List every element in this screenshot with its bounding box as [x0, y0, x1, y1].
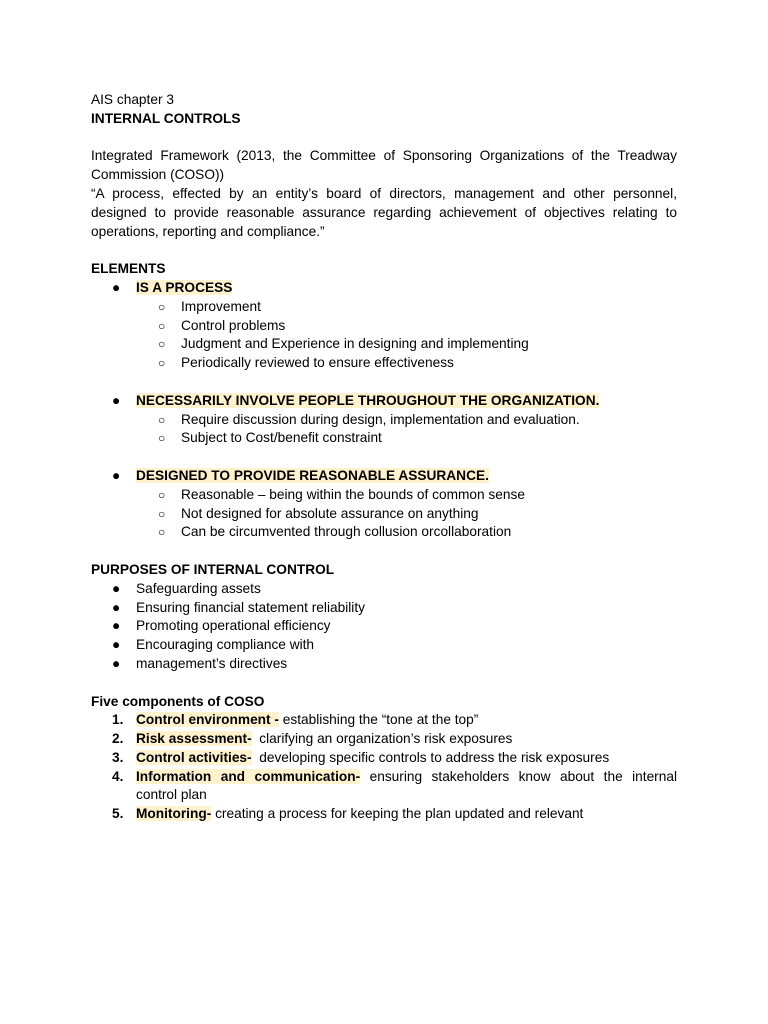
coso-heading: Five components of COSO	[91, 693, 265, 709]
coso-term: Information and communication-	[136, 768, 361, 784]
purpose-item: ● Safeguarding assets	[91, 580, 677, 599]
element-group	[91, 467, 677, 486]
framework-line: Integrated Framework (2013, the Committee of Sponsoring Organizations of the Treadway	[91, 148, 677, 164]
element-item: ○ Improvement	[91, 298, 677, 317]
item-number: 3.	[112, 749, 124, 765]
bullet-icon: ●	[112, 279, 121, 295]
circle-bullet-icon: ○	[158, 412, 166, 427]
bullet-icon: ●	[112, 580, 121, 596]
element-group-title: IS A PROCESS	[136, 279, 233, 295]
coso-term: Monitoring-	[136, 806, 212, 822]
elements-groups	[91, 279, 677, 542]
coso-desc-continued: control plan	[136, 787, 207, 803]
circle-bullet-icon: ○	[158, 525, 166, 540]
coso-desc: establishing the “tone at the top”	[278, 712, 479, 728]
purpose-item: ● management’s directives	[91, 655, 677, 674]
coso-term: Control activities-	[136, 749, 252, 765]
circle-bullet-icon: ○	[158, 431, 166, 446]
document-title: INTERNAL CONTROLS	[91, 110, 241, 126]
coso-desc: creating a process for keeping the plan updated and relevant	[211, 806, 584, 822]
coso-desc: ensuring stakeholders know about the internal	[360, 768, 678, 784]
framework-line-2: Commission (COSO))	[91, 167, 225, 183]
purposes-heading: PURPOSES OF INTERNAL CONTROL	[91, 561, 335, 577]
item-number: 1.	[112, 712, 124, 728]
coso-item	[91, 730, 677, 749]
element-group	[91, 392, 677, 411]
bullet-icon: ●	[112, 618, 121, 634]
coso-desc: developing specific controls to address the risk exposures	[251, 749, 610, 765]
document-page	[91, 91, 677, 824]
coso-line	[136, 768, 677, 787]
item-number: 5.	[112, 806, 124, 822]
coso-item	[91, 768, 677, 806]
bullet-icon: ●	[112, 392, 121, 408]
coso-desc: clarifying an organization’s risk exposures	[251, 731, 513, 747]
element-group-title: NECESSARILY INVOLVE PEOPLE THROUGHOUT THE ORGANIZATION.	[136, 392, 600, 408]
bullet-icon: ●	[112, 467, 121, 483]
element-item: ○ Reasonable – being within the bounds of common sense	[91, 486, 677, 505]
circle-bullet-icon: ○	[158, 337, 166, 352]
bullet-icon: ●	[112, 599, 121, 615]
circle-bullet-icon: ○	[158, 487, 166, 502]
elements-heading: ELEMENTS	[91, 261, 166, 277]
circle-bullet-icon: ○	[158, 299, 166, 314]
element-item: ○ Judgment and Experience in designing and implementing	[91, 335, 677, 354]
coso-term: Risk assessment-	[136, 731, 252, 747]
coso-item	[91, 749, 677, 768]
purpose-item: ● Encouraging compliance with	[91, 636, 677, 655]
element-item: ○ Can be circumvented through collusion orcollaboration	[91, 523, 677, 542]
purpose-item: ● Ensuring financial statement reliability	[91, 599, 677, 618]
element-item: ○ Require discussion during design, implementation and evaluation.	[91, 411, 677, 430]
coso-item	[91, 805, 677, 824]
element-group	[91, 279, 677, 298]
coso-item	[91, 711, 677, 730]
bullet-icon: ●	[112, 637, 121, 653]
element-item: ○ Subject to Cost/benefit constraint	[91, 429, 677, 448]
coso-term: Control environment -	[136, 712, 279, 728]
purposes-list	[91, 580, 677, 674]
element-group-title: DESIGNED TO PROVIDE REASONABLE ASSURANCE.	[136, 467, 489, 483]
chapter-label: AIS chapter 3	[91, 92, 174, 107]
coso-list	[91, 711, 677, 824]
circle-bullet-icon: ○	[158, 356, 166, 371]
element-item: ○ Control problems	[91, 317, 677, 336]
element-item: ○ Periodically reviewed to ensure effectiveness	[91, 354, 677, 373]
item-number: 2.	[112, 731, 124, 747]
coso-definition: “A process, effected by an entity’s board of directors, management and other personnel, designed to provide reasonable assurance regarding achievement of objectives relating to operations, reporting and compliance.”	[91, 185, 677, 239]
circle-bullet-icon: ○	[158, 318, 166, 333]
purpose-item: ● Promoting operational efficiency	[91, 617, 677, 636]
element-item: ○ Not designed for absolute assurance on anything	[91, 505, 677, 524]
circle-bullet-icon: ○	[158, 506, 166, 521]
bullet-icon: ●	[112, 655, 121, 671]
item-number: 4.	[112, 768, 124, 784]
